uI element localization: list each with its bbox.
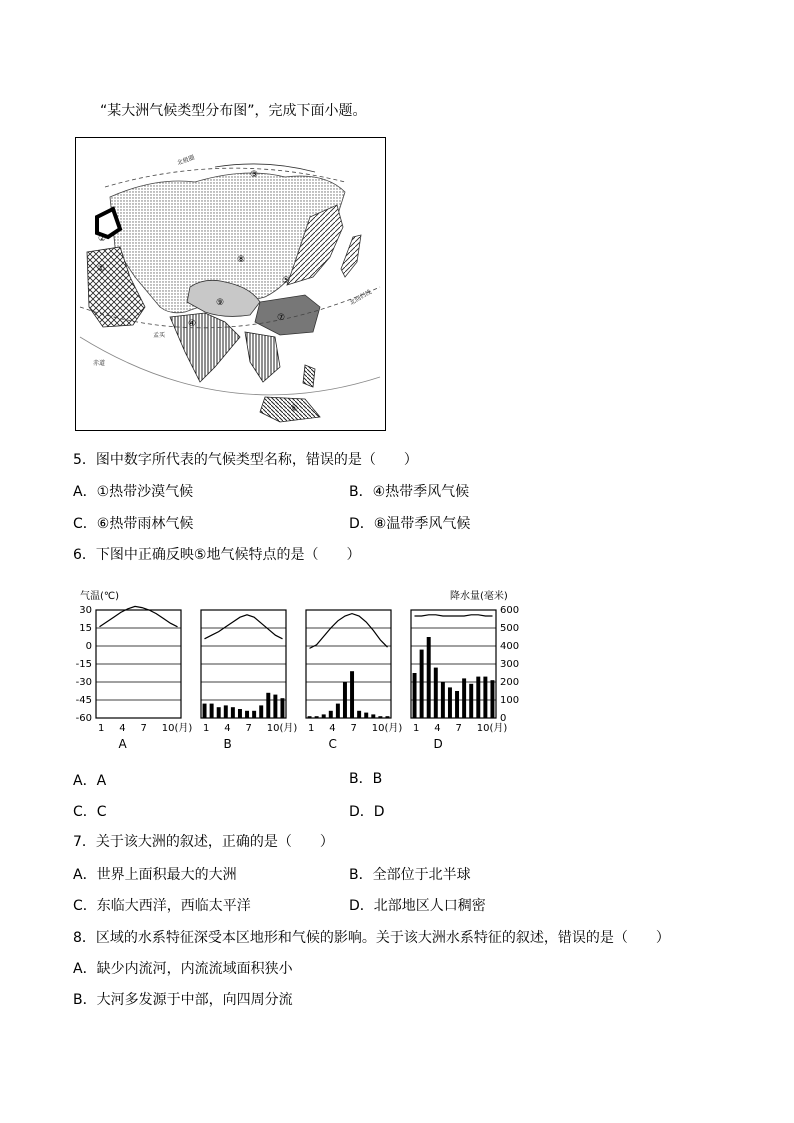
precip-tick: 200 — [500, 677, 520, 688]
precip-bar — [266, 693, 270, 718]
month-tick: 10(月) — [161, 723, 193, 734]
precip-bar — [364, 713, 368, 718]
label-region-2: ② — [98, 234, 107, 244]
precip-bar — [224, 705, 228, 718]
precip-bar — [371, 714, 375, 718]
precip-bar — [238, 709, 242, 718]
panel-letter: B — [223, 737, 232, 751]
precip-bar — [483, 677, 487, 718]
precip-bar — [490, 680, 494, 718]
month-tick: 4 — [329, 723, 336, 734]
q5-option-c[interactable]: C．⑥热带雨林气候 — [73, 516, 194, 532]
precip-tick: 500 — [500, 623, 520, 634]
precip-bar — [434, 668, 438, 718]
climate-panel-d — [411, 610, 507, 751]
panel-letter: A — [118, 737, 127, 751]
climate-panel-b — [201, 610, 297, 751]
temp-tick: -30 — [75, 677, 92, 688]
month-tick: 1 — [203, 723, 210, 734]
precip-bar — [441, 682, 445, 718]
label-region-5: ⑤ — [282, 276, 291, 286]
q5-option-d[interactable]: D．⑧温带季风气候 — [349, 516, 471, 532]
precip-tick: 0 — [500, 713, 507, 724]
month-tick: 7 — [455, 723, 462, 734]
q7-option-a[interactable]: A．世界上面积最大的大洲 — [73, 867, 237, 883]
precip-bar — [329, 711, 333, 718]
q6-option-c[interactable]: C．C — [73, 804, 107, 820]
precip-tick: 400 — [500, 641, 520, 652]
label-region-3: ③ — [250, 170, 259, 180]
q7-option-c[interactable]: C．东临大西洋，西临太平洋 — [73, 898, 251, 914]
precip-bar — [336, 704, 340, 718]
q5-option-a[interactable]: A．①热带沙漠气候 — [73, 484, 194, 500]
precip-bar — [210, 704, 214, 718]
precip-tick: 100 — [500, 695, 520, 706]
precip-bar — [462, 678, 466, 718]
panel-letter: D — [433, 737, 443, 751]
precip-bar — [378, 716, 382, 718]
q6-stem: 6．下图中正确反映⑤地气候特点的是（ ） — [73, 547, 361, 563]
month-tick: 7 — [140, 723, 147, 734]
precip-bar — [315, 716, 319, 718]
precip-bar — [413, 673, 417, 718]
climate-panel-c — [306, 610, 402, 751]
temp-tick: 15 — [79, 623, 92, 634]
q7-option-d[interactable]: D．北部地区人口稠密 — [349, 898, 486, 914]
precip-bar — [217, 707, 221, 718]
precip-bar — [476, 677, 480, 718]
q8-stem: 8．区域的水系特征深受本区地形和气候的影响。关于该大洲水系特征的叙述，错误的是（ ） — [73, 930, 670, 946]
q6-option-d[interactable]: D．D — [349, 804, 385, 820]
climate-map — [75, 137, 386, 431]
month-tick: 1 — [308, 723, 315, 734]
temp-tick: -60 — [75, 713, 92, 724]
label-equator: 赤道 — [93, 360, 106, 367]
precip-tick: 300 — [500, 659, 520, 670]
label-region-7: ⑦ — [277, 313, 286, 323]
label-tropic: 北回归线 — [348, 288, 373, 307]
temp-tick: 30 — [79, 605, 92, 616]
q8-option-b[interactable]: B．大河多发源于中部，向四周分流 — [73, 992, 293, 1008]
q6-option-a[interactable]: A．A — [73, 773, 107, 789]
temp-axis-label: 气温(℃) — [80, 591, 120, 602]
precip-bar — [259, 705, 263, 718]
precip-bar — [308, 716, 312, 718]
climate-panel-a — [96, 606, 192, 751]
q5-stem: 5．图中数字所代表的气候类型名称，错误的是（ ） — [73, 452, 418, 468]
precip-bar — [420, 650, 424, 718]
panel-letter: C — [328, 737, 337, 751]
label-arctic: 北极圈 — [176, 154, 196, 167]
precip-bar — [469, 684, 473, 718]
label-region-1: ① — [97, 264, 106, 274]
month-tick: 7 — [350, 723, 357, 734]
q5-option-b[interactable]: B．④热带季风气候 — [349, 484, 470, 500]
label-region-6: ⑥ — [290, 404, 299, 414]
precip-bar — [273, 695, 277, 718]
month-tick: 10(月) — [476, 723, 508, 734]
precip-bar — [427, 637, 431, 718]
month-tick: 10(月) — [266, 723, 298, 734]
intro-text: “某大洲气候类型分布图”，完成下面小题。 — [100, 103, 367, 119]
month-tick: 4 — [119, 723, 126, 734]
q7-option-b[interactable]: B．全部位于北半球 — [349, 867, 471, 883]
label-region-4: ④ — [188, 319, 197, 329]
month-tick: 1 — [98, 723, 105, 734]
precip-bar — [280, 698, 284, 718]
precip-bar — [343, 682, 347, 718]
month-tick: 4 — [434, 723, 441, 734]
q7-stem: 7．关于该大洲的叙述，正确的是（ ） — [73, 834, 334, 850]
temp-tick: -15 — [75, 659, 92, 670]
precip-bar — [448, 687, 452, 718]
climate-charts — [74, 585, 520, 755]
region-2-area — [97, 209, 120, 237]
precip-bar — [252, 711, 256, 718]
label-region-8: ⑧ — [237, 255, 246, 265]
temp-tick: 0 — [85, 641, 92, 652]
month-tick: 4 — [224, 723, 231, 734]
q8-option-a[interactable]: A．缺少内流河，内流流域面积狭小 — [73, 961, 293, 977]
precip-bar — [203, 704, 207, 718]
q6-option-b[interactable]: B．B — [349, 771, 383, 787]
precip-bar — [455, 691, 459, 718]
month-tick: 7 — [245, 723, 252, 734]
temp-tick: -45 — [75, 695, 92, 706]
month-tick: 10(月) — [371, 723, 403, 734]
label-place-a: 孟买 — [153, 332, 166, 339]
month-tick: 1 — [413, 723, 420, 734]
precip-bar — [245, 711, 249, 718]
precip-axis-label: 降水量(毫米) — [450, 591, 508, 602]
precip-bar — [231, 707, 235, 718]
precip-bar — [385, 716, 389, 718]
label-region-9: ⑨ — [216, 298, 225, 308]
precip-bar — [350, 671, 354, 718]
precip-bar — [322, 714, 326, 718]
precip-bar — [357, 711, 361, 718]
precip-tick: 600 — [500, 605, 520, 616]
